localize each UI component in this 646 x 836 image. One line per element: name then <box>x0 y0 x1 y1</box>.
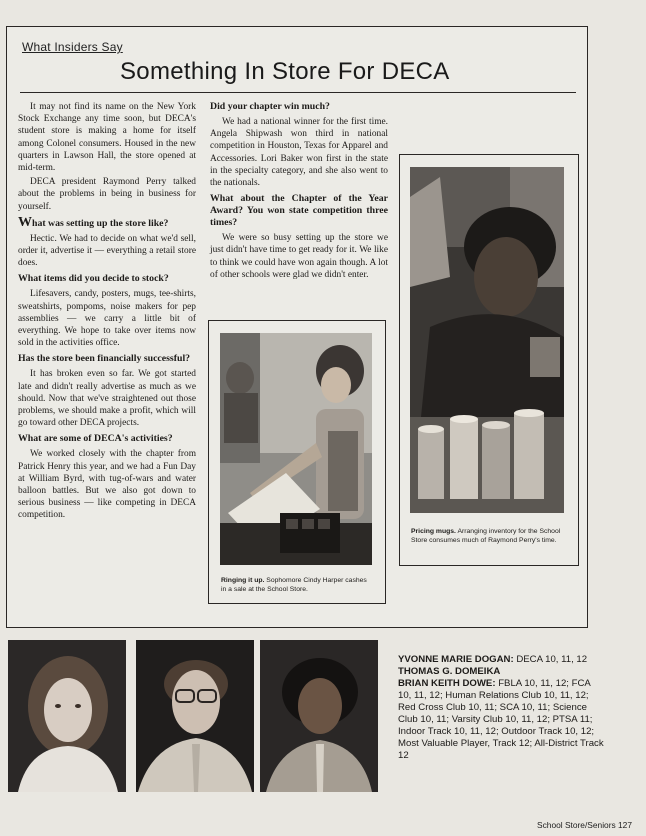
article-column-2 <box>210 101 388 283</box>
senior-listings <box>398 654 604 762</box>
portrait-thomas-domeika <box>136 640 254 792</box>
title-rule <box>20 92 576 93</box>
senior-entry: THOMAS G. DOMEIKA <box>398 666 501 677</box>
question-heading: What about the Chapter of the Year Award? You won state competition three times? <box>210 193 388 229</box>
cashier-caption: Ringing it up. Sophomore Cindy Harper cashes in a sale at the School Store. <box>221 577 367 593</box>
question-heading: Has the store been financially successful? <box>18 353 191 365</box>
portrait-brian-dowe <box>260 640 378 792</box>
question-heading: Did your chapter win much? <box>210 101 330 112</box>
answer-paragraph: Lifesavers, candy, posters, mugs, tee-shirts, sweatshirts, pompoms, noise makers for pep assemblies — we carry a little bit of everything. We hope to take over items now sold in the activities office. <box>18 289 196 349</box>
drop-letter: W <box>18 214 32 230</box>
article-title: Something In Store For DECA <box>120 58 450 85</box>
intro-paragraph: It may not find its name on the New York Stock Exchange any time soon, but DECA's student store is making a home for itself among Colonel consumers. Housed in the new quarters in Lawson Hall, the store opened at mid-term. <box>18 102 196 174</box>
answer-paragraph: We had a national winner for the first time. Angela Shipwash won third in national competition in Houston, Texas for Apparel and Accessories. Lori Baker won first in the state in the specialty category, and she also went to the nationals. <box>210 117 388 189</box>
mugs-photo <box>410 167 564 513</box>
mugs-caption: Pricing mugs. Arranging inventory for the School Store consumes much of Raymond Perry's time. <box>411 528 561 544</box>
answer-paragraph: Hectic. We had to decide on what we'd sell, order it, advertise it — everything a retail store does. <box>18 233 196 269</box>
question-heading: What items did you decide to stock? <box>18 273 169 285</box>
article-column-1 <box>18 101 196 524</box>
portrait-yvonne-dogan <box>8 640 126 792</box>
senior-entry: BRIAN KEITH DOWE: FBLA 10, 11, 12; FCA 10, 11, 12; Human Relations Club 10, 11, 12; Red Cross Club 10, 11; SCA 10, 11; Science Club 10, 11; Varsity Club 10, 11, 12; PTSA 11; Indoor Track 10, 11, 12; Outdoor Track 10, 12; Most Valuable Player, Track 12; All-District Track 12 <box>398 678 604 761</box>
answer-paragraph: It has broken even so far. We got started late and didn't really advertise as much as we should. Now that we've straightened out those problems, we should make a profit, which will go toward other DECA projects. <box>18 369 196 429</box>
answer-paragraph: We were so busy setting up the store we just didn't have time to get ready for it. We like to think we could have won again though. A lot of other schools were glad we didn't enter. <box>210 233 388 280</box>
section-kicker: What Insiders Say <box>22 40 123 54</box>
answer-paragraph: We worked closely with the chapter from Patrick Henry this year, and we had a Fun Day at William Byrd, with tug-of-wars and water balloon battles. But we also got down to serious business — like competing in DECA competition. <box>18 449 196 521</box>
page-folio: School Store/Seniors 127 <box>537 820 632 830</box>
intro-paragraph: DECA president Raymond Perry talked about the problems in being in business for yourself. <box>18 177 196 212</box>
question-heading: What are some of DECA's activities? <box>18 433 173 445</box>
senior-entry: YVONNE MARIE DOGAN: DECA 10, 11, 12 <box>398 654 588 665</box>
cashier-photo <box>220 333 372 565</box>
question-heading: What was setting up the store like? <box>18 214 169 230</box>
